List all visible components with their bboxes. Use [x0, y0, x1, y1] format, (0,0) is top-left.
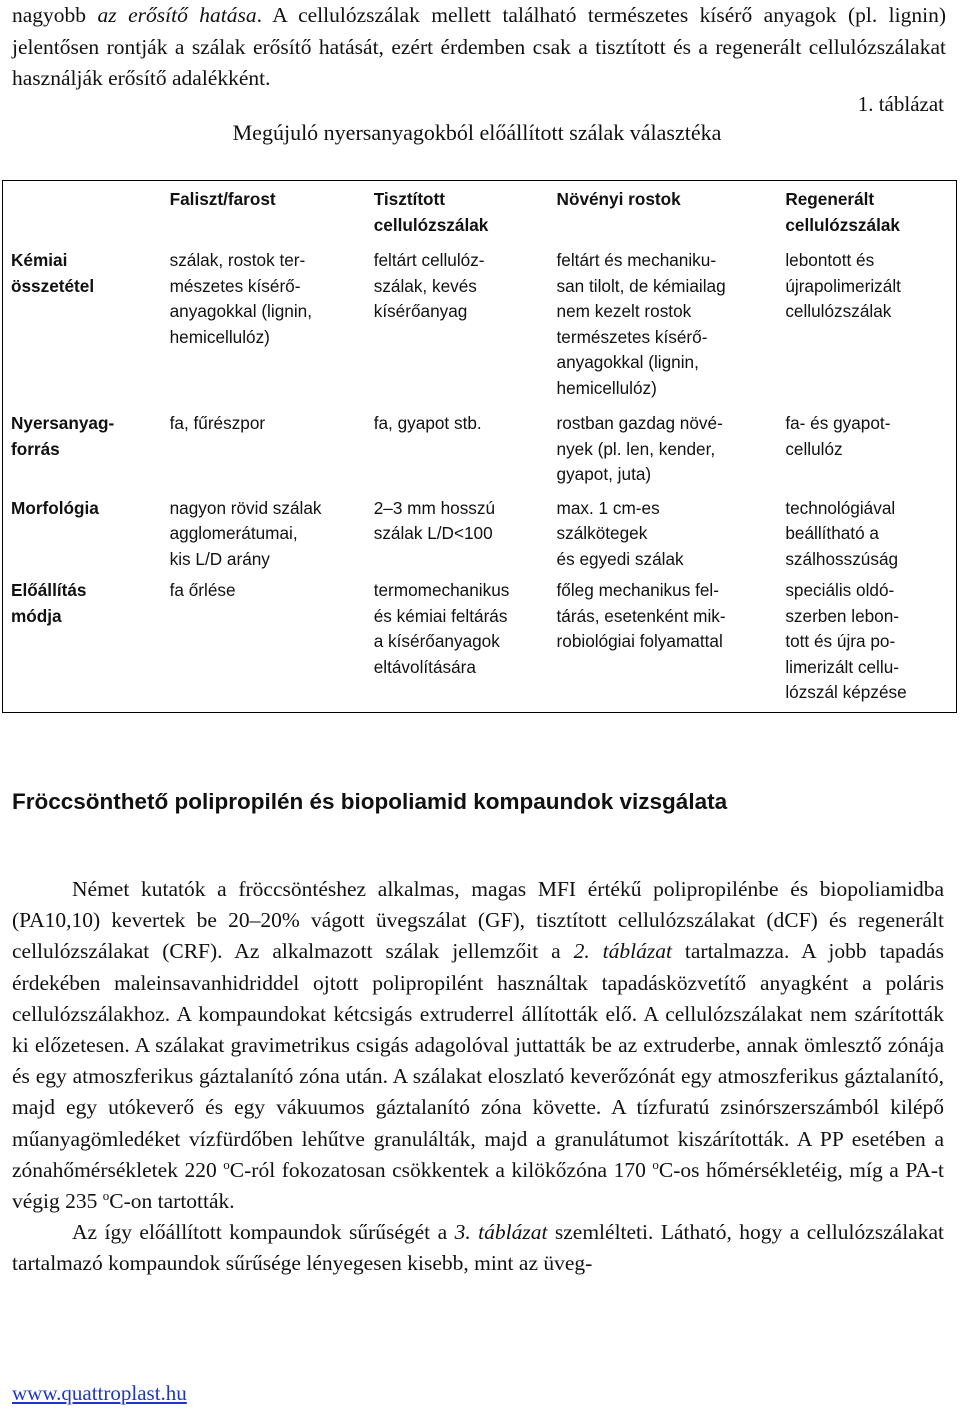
table-number: 1. táblázat — [857, 92, 944, 116]
table-header-cell: Regenerált cellulózszálak — [785, 189, 900, 235]
intro-text: nagyobb — [12, 3, 98, 27]
table-cell: lebontott és újrapolimerizált cellulózszálak — [785, 250, 901, 321]
table-cell: fa, fűrészpor — [169, 413, 266, 433]
table-cell: technológiával beállítható a szálhosszúság — [785, 497, 899, 569]
body-text: Az így előállított kompaundok sűrűségét a — [72, 1220, 455, 1245]
table-row — [3, 411, 957, 496]
table-reference: 3. táblázat — [454, 1220, 548, 1245]
row-label: Morfológia — [11, 497, 99, 518]
degree-mark: o — [652, 1156, 659, 1172]
table-cell: nagyon rövid szálak agglomerátumai, kis L/D arány — [169, 497, 322, 569]
body-text: tartalmazza. A jobb tapadás érdekében maleinsavanhidriddel ojtott polipropilént használtak tapadásközvetítő anyagként a poláris cellulózszálakhoz. A kompaundokat kétcsigás extruderrel állították elő. A cellulózszálakat nem szárították ki előzetesen. A szálakat gravimetrikus csigás adagolóval juttatták be az extruderbe, annak ömlesztő zónája és egy atmoszferikus gáztalanító zóna után. A szálakat eloszlató keverőzónát egy atmoszferikus gáztalanító, majd egy utókeverő és egy vákuumos gáztalanító zóna követte. A tízfuratú zsinórszerszámból kilépő műanyagömledéket vízfürdőben lehűtve granulálták, majd a granulátumot kiszárították. A PP esetében a zónahőmérsékletek 220 — [12, 939, 944, 1182]
body-text: Német kutatók a fröccsöntéshez alkalmas, magas MFI értékű polipropilénbe és biopoliamidba (PA10,10) kevertek be 20–20% vágott üvegszálat (GF), tisztított cellulózszálakat (dCF) és regenerált cellulózszálakat (CRF). Az alkalmazott szálak jellemzőit a — [12, 877, 944, 964]
table-cell: 2–3 mm hosszú szálak L/D<100 — [373, 497, 496, 543]
website-link[interactable]: www.quattroplast.hu — [12, 1381, 187, 1405]
table-cell: feltárt cellulóz- szálak, kevés kísérőanyag — [373, 250, 485, 321]
intro-paragraph — [12, 0, 946, 95]
body-text: C-on tartották. — [109, 1189, 235, 1214]
table-row — [3, 578, 957, 712]
table-caption-text: Megújuló nyersanyagokból előállított szálak választéka — [232, 120, 722, 145]
table-cell: termomechanikus és kémiai feltárás a kísérőanyagok eltávolítására — [373, 580, 510, 677]
table-header-row — [3, 181, 957, 245]
table-header-corner — [3, 181, 170, 245]
table-cell: fa őrlése — [169, 580, 236, 600]
table-cell: fa- és gyapot- cellulóz — [785, 413, 891, 459]
table-cell: rostban gazdag növé- nyek (pl. len, kender, gyapot, juta) — [556, 413, 723, 484]
body-text: szemlélteti. Látható, hogy a cellulózszálakat tartalmazó kompaundok sűrűsége lényegesen kisebb, mint az üveg- — [12, 1220, 944, 1276]
table-header-cell: Faliszt/farost — [169, 189, 276, 209]
row-label: Előállítás módja — [11, 580, 87, 626]
fiber-types-table — [2, 180, 957, 713]
table-cell: feltárt és mechaniku- san tilolt, de kémiailag nem kezelt rostok természetes kísérő- anyagokkal (lignin, hemicellulóz) — [556, 250, 726, 398]
intro-text-rest: . A cellulózszálak mellett található természetes kísérő anyagok (pl. lignin) jelentősen rontják a szálak erősítő hatását, ezért érdemben csak a tisztított és a regenerált cellulózszálakat használják erősítő adalékként. — [12, 3, 947, 90]
section-title: Fröccsönthető polipropilén és biopoliamid kompaundok vizsgálata — [12, 789, 728, 814]
body-paragraph — [12, 1217, 944, 1279]
table-caption — [0, 120, 960, 146]
row-label: Nyersanyag- forrás — [11, 413, 115, 459]
row-label: Kémiai összetétel — [11, 250, 95, 296]
table-cell: szálak, rostok ter- mészetes kísérő- anyagokkal (lignin, hemicellulóz) — [169, 250, 312, 347]
table-reference: 2. táblázat — [573, 939, 672, 964]
table-cell: speciális oldó- szerben lebon- tott és újra po- limerizált cellu- lózszál képzése — [785, 580, 907, 702]
intro-emphasis: az erősítő hatása — [97, 3, 257, 27]
article-body — [12, 874, 944, 1280]
body-text: C-ról fokozatosan csökkentek a kilökőzóna 170 — [229, 1157, 653, 1182]
body-text: C-os hőmérsékletéig, míg a PA-t végig 235 — [12, 1157, 944, 1214]
body-paragraph — [12, 874, 944, 1217]
table-cell: fa, gyapot stb. — [373, 413, 482, 433]
table-header-cell: Tisztított cellulózszálak — [373, 189, 489, 235]
degree-mark: o — [102, 1188, 110, 1204]
table-row — [3, 244, 957, 411]
table-row — [3, 496, 957, 579]
table-cell: főleg mechanikus fel- tárás, esetenként mik- robiológiai folyamattal — [556, 580, 726, 651]
table-cell: max. 1 cm-es szálkötegek és egyedi szálak — [556, 497, 684, 569]
table-header-cell: Növényi rostok — [556, 189, 681, 209]
degree-mark: o — [223, 1156, 230, 1172]
